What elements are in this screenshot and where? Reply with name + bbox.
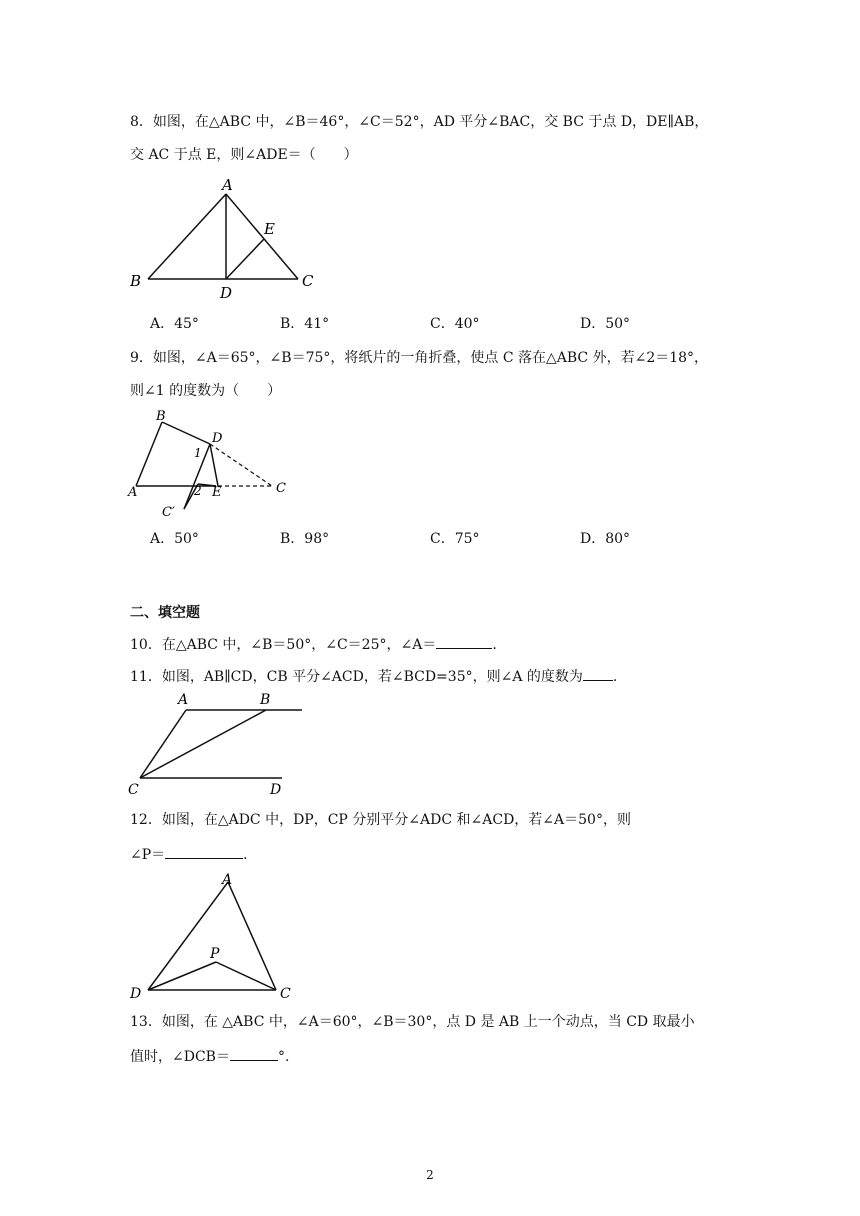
q8-label-C: C xyxy=(302,272,314,290)
q12-label-C: C xyxy=(280,986,291,1002)
section-heading-fill-in: 二、填空题 xyxy=(130,605,200,621)
q11-end: . xyxy=(612,669,618,685)
q9-label-C: C xyxy=(276,481,286,496)
q9-option-d: D．80° xyxy=(580,531,631,547)
q8-label-A: A xyxy=(222,176,233,194)
q9-label-E: E xyxy=(212,485,222,500)
q8-figure xyxy=(126,174,326,304)
q8-stem-line2: 交 AC 于点 E，则∠ADE＝（ ） xyxy=(130,147,358,163)
q8-option-b: B．41° xyxy=(280,316,330,332)
q9-stem-line1: 9．如图，∠A＝65°，∠B＝75°，将纸片的一角折叠，使点 C 落在△ABC 外，若∠2＝18°， xyxy=(130,350,709,366)
q11-answer-blank xyxy=(583,666,613,681)
q13-answer-blank xyxy=(230,1046,278,1061)
q9-figure xyxy=(126,404,306,524)
q8-label-B: B xyxy=(130,272,142,290)
q9-label-C-prime: C′ xyxy=(162,505,175,520)
q9-option-c: C．75° xyxy=(430,531,480,547)
q10-text: 10．在△ABC 中，∠B＝50°，∠C＝25°，∠A＝ xyxy=(130,637,437,653)
q12-stem-line1: 12．如图，在△ADC 中，DP，CP 分别平分∠ADC 和∠ACD，若∠A＝50°，则 xyxy=(130,812,631,828)
q8-option-d: D．50° xyxy=(580,316,631,332)
q11-label-A: A xyxy=(178,692,189,708)
q13-text: 值时，∠DCB＝ xyxy=(130,1049,230,1065)
q12-answer-blank xyxy=(165,844,243,859)
q12-figure xyxy=(126,870,306,1010)
q12-label-A: A xyxy=(222,872,233,888)
q9-label-D: D xyxy=(212,431,223,446)
q12-stem-line2 xyxy=(130,844,248,865)
q9-angle-1: 1 xyxy=(194,446,202,460)
q11-label-C: C xyxy=(128,782,139,798)
q8-label-D: D xyxy=(220,284,233,302)
q13-end: °. xyxy=(277,1049,290,1065)
q11-figure xyxy=(126,690,316,800)
q10-stem xyxy=(130,634,497,655)
q9-option-a: A．50° xyxy=(150,531,199,547)
q13-stem-line2 xyxy=(130,1046,289,1067)
q11-label-B: B xyxy=(260,692,271,708)
q12-label-D: D xyxy=(130,986,142,1002)
q10-answer-blank xyxy=(436,634,492,649)
q8-label-E: E xyxy=(264,220,275,238)
q8-option-a: A．45° xyxy=(150,316,199,332)
q13-stem-line1: 13．如图，在 △ABC 中，∠A＝60°，∠B＝30°，点 D 是 AB 上一个动点，当 CD 取最小 xyxy=(130,1014,695,1030)
q9-stem-line2: 则∠1 的度数为（ ） xyxy=(130,383,282,399)
q8-stem-line1: 8．如图，在△ABC 中，∠B＝46°，∠C＝52°，AD 平分∠BAC，交 BC 于点 D，DE∥AB， xyxy=(130,114,709,130)
q8-option-c: C．40° xyxy=(430,316,480,332)
q9-label-B: B xyxy=(156,409,166,424)
q11-label-D: D xyxy=(270,782,282,798)
q9-angle-2: 2 xyxy=(194,484,202,498)
q9-label-A: A xyxy=(128,485,138,500)
page-number: 2 xyxy=(426,1168,434,1182)
q11-stem xyxy=(130,666,617,687)
q12-text: ∠P＝ xyxy=(130,847,166,863)
q11-text: 11．如图，AB∥CD，CB 平分∠ACD，若∠BCD=35°，则∠A 的度数为 xyxy=(130,669,583,685)
q9-option-b: B．98° xyxy=(280,531,330,547)
q10-end: . xyxy=(492,637,497,653)
q12-end: . xyxy=(243,847,248,863)
q12-label-P: P xyxy=(210,946,220,962)
